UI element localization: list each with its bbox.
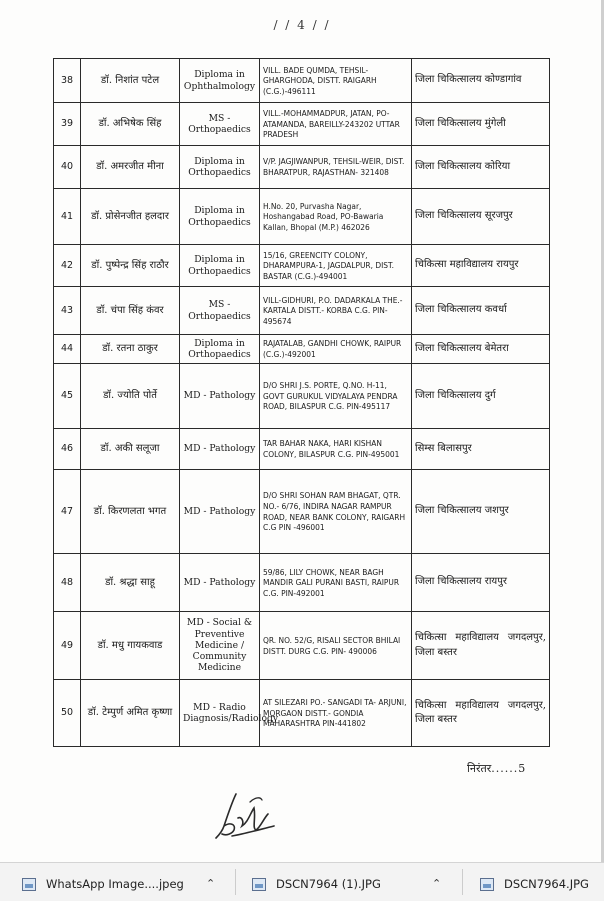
- continued-dots: ......: [491, 762, 519, 775]
- table-row: [54, 364, 550, 429]
- handwritten-signature: [214, 788, 278, 844]
- doctor-name-cell: डॉ. किरणलता भगत: [81, 470, 180, 554]
- serial-number-cell: 49: [54, 612, 81, 680]
- address-cell: VILL.-MOHAMMADPUR, JATAN, PO-ATAMANDA, BAREILLY-243202 UTTAR PRADESH: [260, 103, 412, 146]
- address-cell: D/O SHRI SOHAN RAM BHAGAT, QTR. NO.- 6/76, INDIRA NAGAR RAMPUR ROAD, NEAR BANK COLONY, RAIGARH C.G PIN -496001: [260, 470, 412, 554]
- qualification-cell: Diploma in Orthopaedics: [180, 146, 260, 189]
- download-item-filename: DSCN7964 (1).JPG: [276, 877, 381, 891]
- doctor-name-cell: डॉ. चंपा सिंह कंवर: [81, 287, 180, 335]
- qualification-cell: MD - Pathology: [180, 470, 260, 554]
- download-item-1[interactable]: [22, 873, 184, 895]
- address-cell: AT SILEZARI PO.- SANGADI TA- ARJUNI, MORGAON DISTT.- GONDIA MAHARASHTRA PIN-441802: [260, 680, 412, 747]
- doctor-name-cell: डॉ. अकी सलूजा: [81, 429, 180, 470]
- image-file-icon: [480, 878, 494, 891]
- serial-number-cell: 43: [54, 287, 81, 335]
- downloads-bar: [0, 862, 604, 901]
- table-row: [54, 245, 550, 287]
- candidates-table: [53, 58, 550, 747]
- download-item-filename: DSCN7964.JPG: [504, 877, 589, 891]
- doctor-name-cell: डॉ. निशांत पटेल: [81, 59, 180, 103]
- doctor-name-cell: डॉ. प्रोसेनजीत हलदार: [81, 189, 180, 245]
- posting-location-cell: जिला चिकित्सालय बेमेतरा: [412, 335, 550, 364]
- serial-number-cell: 41: [54, 189, 81, 245]
- table-row: [54, 554, 550, 612]
- serial-number-cell: 44: [54, 335, 81, 364]
- download-separator: [462, 869, 463, 895]
- address-cell: TAR BAHAR NAKA, HARI KISHAN COLONY, BILASPUR C.G. PIN-495001: [260, 429, 412, 470]
- table-row: [54, 335, 550, 364]
- serial-number-cell: 40: [54, 146, 81, 189]
- address-cell: VILL-GIDHURI, P.O. DADARKALA THE.-KARTALA DISTT.- KORBA C.G. PIN- 495674: [260, 287, 412, 335]
- table-row: [54, 429, 550, 470]
- qualification-cell: MD - Pathology: [180, 364, 260, 429]
- qualification-cell: MD - Pathology: [180, 554, 260, 612]
- table-row: [54, 612, 550, 680]
- posting-location-cell: जिला चिकित्सालय कवर्धा: [412, 287, 550, 335]
- address-cell: D/O SHRI J.S. PORTE, Q.NO. H-11, GOVT GURUKUL VIDYALAYA PENDRA ROAD, BILASPUR C.G. PIN-495117: [260, 364, 412, 429]
- posting-location-cell: जिला चिकित्सालय कोण्डागांव: [412, 59, 550, 103]
- posting-location-cell: जिला चिकित्सालय दुर्ग: [412, 364, 550, 429]
- serial-number-cell: 47: [54, 470, 81, 554]
- address-cell: 15/16, GREENCITY COLONY, DHARAMPURA-1, JAGDALPUR, DIST. BASTAR (C.G.)-494001: [260, 245, 412, 287]
- qualification-cell: MD - Social & Preventive Medicine / Community Medicine: [180, 612, 260, 680]
- posting-location-cell: जिला चिकित्सालय मुंगेली: [412, 103, 550, 146]
- serial-number-cell: 38: [54, 59, 81, 103]
- doctor-name-cell: डॉ. श्रद्धा साहू: [81, 554, 180, 612]
- qualification-cell: Diploma in Ophthalmology: [180, 59, 260, 103]
- posting-location-cell: जिला चिकित्सालय जशपुर: [412, 470, 550, 554]
- table-row: [54, 103, 550, 146]
- posting-location-cell: जिला चिकित्सालय सूरजपुर: [412, 189, 550, 245]
- posting-location-cell: चिकित्सा महाविद्यालय जगदलपुर, जिला बस्तर: [412, 612, 550, 680]
- posting-location-cell: सिम्स बिलासपुर: [412, 429, 550, 470]
- serial-number-cell: 48: [54, 554, 81, 612]
- address-cell: QR. NO. 52/G, RISALI SECTOR BHILAI DISTT. DURG C.G. PIN- 490006: [260, 612, 412, 680]
- qualification-cell: MS - Orthopaedics: [180, 103, 260, 146]
- address-cell: H.No. 20, Purvasha Nagar, Hoshangabad Road, PO-Bawaria Kallan, Bhopal (M.P.) 462026: [260, 189, 412, 245]
- posting-location-cell: चिकित्सा महाविद्यालय रायपुर: [412, 245, 550, 287]
- doctor-name-cell: डॉ. अमरजीत मीना: [81, 146, 180, 189]
- address-cell: 59/86, LILY CHOWK, NEAR BAGH MANDIR GALI PURANI BASTI, RAIPUR C.G. PIN-492001: [260, 554, 412, 612]
- image-file-icon: [22, 878, 36, 891]
- posting-location-cell: जिला चिकित्सालय रायपुर: [412, 554, 550, 612]
- continued-label: निरंतर: [467, 762, 492, 775]
- serial-number-cell: 45: [54, 364, 81, 429]
- table-row: [54, 680, 550, 747]
- qualification-cell: Diploma in Orthopaedics: [180, 245, 260, 287]
- download-separator: [235, 869, 236, 895]
- image-file-icon: [252, 878, 266, 891]
- doctor-name-cell: डॉ. अभिषेक सिंह: [81, 103, 180, 146]
- qualification-cell: MD - Radio Diagnosis/Radiology: [180, 680, 260, 747]
- candidates-table-body: [54, 59, 550, 747]
- doctor-name-cell: डॉ. मधु गायकवाड: [81, 612, 180, 680]
- next-page-number: 5: [518, 762, 526, 775]
- qualification-cell: Diploma in Orthopaedics: [180, 189, 260, 245]
- qualification-cell: MS - Orthopaedics: [180, 287, 260, 335]
- page-number-marker: / / 4 / /: [273, 18, 331, 32]
- doctor-name-cell: डॉ. रतना ठाकुर: [81, 335, 180, 364]
- posting-location-cell: चिकित्सा महाविद्यालय जगदलपुर, जिला बस्तर: [412, 680, 550, 747]
- chevron-up-icon[interactable]: ⌃: [206, 877, 216, 890]
- address-cell: VILL. BADE QUMDA, TEHSIL-GHARGHODA, DISTT. RAIGARH (C.G.)-496111: [260, 59, 412, 103]
- chevron-up-icon[interactable]: ⌃: [432, 877, 442, 890]
- address-cell: V/P. JAGJIWANPUR, TEHSIL-WEIR, DIST. BHARATPUR, RAJASTHAN- 321408: [260, 146, 412, 189]
- table-row: [54, 287, 550, 335]
- download-item-2[interactable]: [252, 873, 381, 895]
- qualification-cell: MD - Pathology: [180, 429, 260, 470]
- doctor-name-cell: डॉ. पुष्पेन्द्र सिंह राठौर: [81, 245, 180, 287]
- doctor-name-cell: डॉ. टेम्पुर्ण अमित कृष्णा: [81, 680, 180, 747]
- serial-number-cell: 42: [54, 245, 81, 287]
- serial-number-cell: 50: [54, 680, 81, 747]
- continued-note: [467, 761, 525, 776]
- qualification-cell: Diploma in Orthopaedics: [180, 335, 260, 364]
- serial-number-cell: 39: [54, 103, 81, 146]
- table-row: [54, 146, 550, 189]
- posting-location-cell: जिला चिकित्सालय कोरिया: [412, 146, 550, 189]
- table-row: [54, 470, 550, 554]
- table-row: [54, 59, 550, 103]
- download-item-filename: WhatsApp Image....jpeg: [46, 877, 184, 891]
- table-row: [54, 189, 550, 245]
- download-item-3[interactable]: [480, 873, 589, 895]
- serial-number-cell: 46: [54, 429, 81, 470]
- address-cell: RAJATALAB, GANDHI CHOWK, RAIPUR (C.G.)-492001: [260, 335, 412, 364]
- doctor-name-cell: डॉ. ज्योति पोर्ते: [81, 364, 180, 429]
